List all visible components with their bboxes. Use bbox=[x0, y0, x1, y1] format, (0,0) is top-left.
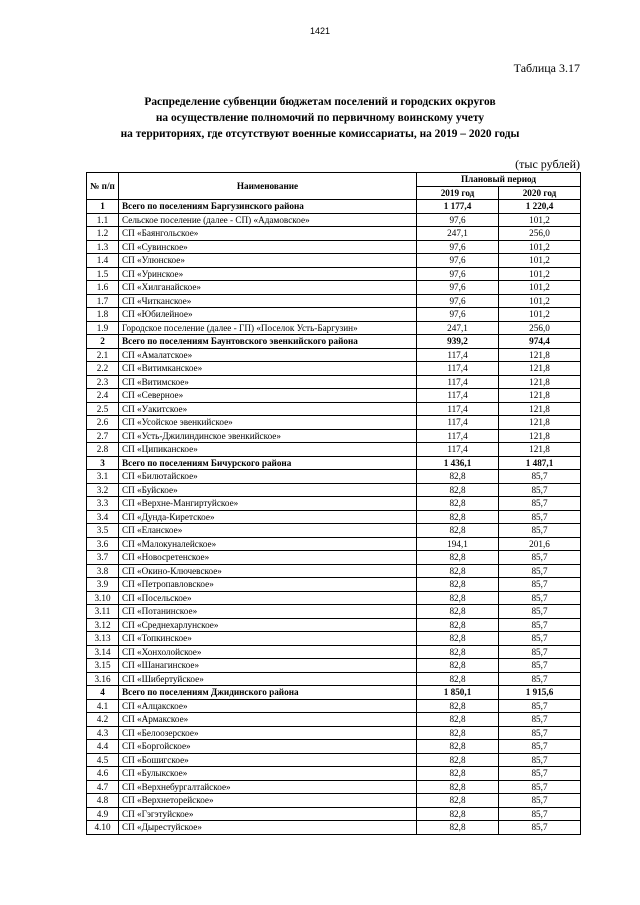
row-value-2020: 85,7 bbox=[499, 497, 581, 511]
row-value-2019: 1 850,1 bbox=[417, 686, 499, 700]
row-value-2020: 85,7 bbox=[499, 591, 581, 605]
row-name: СП «Шибертуйское» bbox=[119, 672, 417, 686]
row-value-2019: 117,4 bbox=[417, 429, 499, 443]
row-number: 3 bbox=[87, 456, 119, 470]
row-number: 2.4 bbox=[87, 389, 119, 403]
row-value-2019: 82,8 bbox=[417, 510, 499, 524]
row-value-2020: 85,7 bbox=[499, 578, 581, 592]
row-number: 1 bbox=[87, 200, 119, 214]
row-number: 1.9 bbox=[87, 321, 119, 335]
row-number: 4 bbox=[87, 686, 119, 700]
row-name: СП «Белоозерское» bbox=[119, 726, 417, 740]
row-number: 3.14 bbox=[87, 645, 119, 659]
table-row bbox=[87, 821, 581, 835]
row-number: 3.10 bbox=[87, 591, 119, 605]
title-line: на осуществление полномочий по первичному воинскому учету bbox=[155, 112, 485, 124]
row-value-2019: 97,6 bbox=[417, 267, 499, 281]
table-row bbox=[87, 375, 581, 389]
row-name: СП «Витимское» bbox=[119, 375, 417, 389]
table-body bbox=[87, 200, 581, 835]
row-value-2020: 85,7 bbox=[499, 672, 581, 686]
table-label: Таблица 3.17 bbox=[513, 61, 580, 75]
table-row bbox=[87, 807, 581, 821]
table-row bbox=[87, 645, 581, 659]
row-name: СП «Дунда-Киретское» bbox=[119, 510, 417, 524]
row-value-2019: 117,4 bbox=[417, 362, 499, 376]
row-name: СП «Буйское» bbox=[119, 483, 417, 497]
row-value-2020: 85,7 bbox=[499, 564, 581, 578]
table-total-row bbox=[87, 456, 581, 470]
row-number: 3.4 bbox=[87, 510, 119, 524]
row-value-2020: 85,7 bbox=[499, 713, 581, 727]
table-row bbox=[87, 281, 581, 295]
row-name: СП «Витимканское» bbox=[119, 362, 417, 376]
row-value-2020: 1 220,4 bbox=[499, 200, 581, 214]
row-value-2019: 82,8 bbox=[417, 659, 499, 673]
table-row bbox=[87, 294, 581, 308]
row-value-2019: 117,4 bbox=[417, 389, 499, 403]
table-total-row bbox=[87, 335, 581, 349]
row-number: 3.16 bbox=[87, 672, 119, 686]
row-number: 3.3 bbox=[87, 497, 119, 511]
row-value-2019: 82,8 bbox=[417, 605, 499, 619]
row-value-2019: 97,6 bbox=[417, 294, 499, 308]
row-value-2019: 117,4 bbox=[417, 402, 499, 416]
row-value-2020: 121,8 bbox=[499, 429, 581, 443]
table-row bbox=[87, 497, 581, 511]
row-number: 4.3 bbox=[87, 726, 119, 740]
row-number: 3.9 bbox=[87, 578, 119, 592]
row-name: СП «Усть-Джилиндинское эвенкийское» bbox=[119, 429, 417, 443]
row-name: СП «Еланское» bbox=[119, 524, 417, 538]
row-number: 3.1 bbox=[87, 470, 119, 484]
table-row bbox=[87, 429, 581, 443]
table-total-row bbox=[87, 200, 581, 214]
row-name: СП «Хонхолойское» bbox=[119, 645, 417, 659]
row-number: 4.10 bbox=[87, 821, 119, 835]
row-value-2020: 85,7 bbox=[499, 470, 581, 484]
row-value-2020: 974,4 bbox=[499, 335, 581, 349]
row-value-2020: 121,8 bbox=[499, 416, 581, 430]
table-row bbox=[87, 483, 581, 497]
row-value-2019: 82,8 bbox=[417, 497, 499, 511]
row-name: СП «Сувинское» bbox=[119, 240, 417, 254]
row-number: 1.5 bbox=[87, 267, 119, 281]
row-value-2020: 101,2 bbox=[499, 213, 581, 227]
table-row bbox=[87, 726, 581, 740]
row-name: Сельское поселение (далее - СП) «Адамовское» bbox=[119, 213, 417, 227]
row-name: Всего по поселениям Бичурского района bbox=[119, 456, 417, 470]
row-name: СП «Усойское эвенкийское» bbox=[119, 416, 417, 430]
table-row bbox=[87, 740, 581, 754]
row-value-2019: 82,8 bbox=[417, 713, 499, 727]
units-label: (тыс рублей) bbox=[515, 157, 580, 171]
table-total-row bbox=[87, 686, 581, 700]
row-value-2019: 82,8 bbox=[417, 578, 499, 592]
row-number: 2.2 bbox=[87, 362, 119, 376]
row-value-2019: 247,1 bbox=[417, 321, 499, 335]
row-name: СП «Хилганайское» bbox=[119, 281, 417, 295]
row-value-2019: 82,8 bbox=[417, 807, 499, 821]
row-value-2020: 101,2 bbox=[499, 308, 581, 322]
row-value-2019: 82,8 bbox=[417, 740, 499, 754]
row-name: СП «Бошигское» bbox=[119, 753, 417, 767]
table-row bbox=[87, 767, 581, 781]
row-name: СП «Билютайское» bbox=[119, 470, 417, 484]
row-value-2020: 121,8 bbox=[499, 402, 581, 416]
row-value-2020: 85,7 bbox=[499, 632, 581, 646]
row-number: 4.5 bbox=[87, 753, 119, 767]
row-value-2020: 85,7 bbox=[499, 767, 581, 781]
row-value-2020: 101,2 bbox=[499, 281, 581, 295]
row-value-2019: 1 177,4 bbox=[417, 200, 499, 214]
row-value-2019: 82,8 bbox=[417, 794, 499, 808]
header-period: Плановый период bbox=[417, 173, 581, 187]
row-number: 1.6 bbox=[87, 281, 119, 295]
table-row bbox=[87, 672, 581, 686]
row-name: СП «Потанинское» bbox=[119, 605, 417, 619]
row-name: СП «Окино-Ключевское» bbox=[119, 564, 417, 578]
row-name: СП «Топкинское» bbox=[119, 632, 417, 646]
table-row bbox=[87, 470, 581, 484]
row-value-2019: 97,6 bbox=[417, 240, 499, 254]
row-value-2020: 85,7 bbox=[499, 699, 581, 713]
row-name: СП «Армакское» bbox=[119, 713, 417, 727]
row-number: 3.13 bbox=[87, 632, 119, 646]
row-value-2020: 85,7 bbox=[499, 780, 581, 794]
row-name: Всего по поселениям Джидинского района bbox=[119, 686, 417, 700]
row-number: 2.3 bbox=[87, 375, 119, 389]
row-number: 2.1 bbox=[87, 348, 119, 362]
row-value-2020: 121,8 bbox=[499, 375, 581, 389]
table-row bbox=[87, 618, 581, 632]
row-name: СП «Уакитское» bbox=[119, 402, 417, 416]
row-value-2019: 247,1 bbox=[417, 227, 499, 241]
row-value-2020: 85,7 bbox=[499, 510, 581, 524]
row-name: СП «Амалатское» bbox=[119, 348, 417, 362]
row-name: СП «Читканское» bbox=[119, 294, 417, 308]
row-number: 2.6 bbox=[87, 416, 119, 430]
row-number: 4.7 bbox=[87, 780, 119, 794]
row-value-2020: 121,8 bbox=[499, 362, 581, 376]
row-name: СП «Ципиканское» bbox=[119, 443, 417, 457]
row-value-2019: 117,4 bbox=[417, 443, 499, 457]
table-row bbox=[87, 605, 581, 619]
table-row bbox=[87, 564, 581, 578]
row-value-2020: 121,8 bbox=[499, 389, 581, 403]
row-name: СП «Петропавловское» bbox=[119, 578, 417, 592]
row-name: СП «Дырестуйское» bbox=[119, 821, 417, 835]
table-row bbox=[87, 213, 581, 227]
row-value-2019: 82,8 bbox=[417, 470, 499, 484]
row-value-2019: 117,4 bbox=[417, 375, 499, 389]
row-value-2019: 82,8 bbox=[417, 524, 499, 538]
table-row bbox=[87, 321, 581, 335]
row-value-2020: 121,8 bbox=[499, 443, 581, 457]
table-row bbox=[87, 308, 581, 322]
row-value-2020: 85,7 bbox=[499, 821, 581, 835]
table-row bbox=[87, 753, 581, 767]
row-value-2020: 101,2 bbox=[499, 294, 581, 308]
row-number: 2.7 bbox=[87, 429, 119, 443]
row-name: СП «Посельское» bbox=[119, 591, 417, 605]
subsidy-table bbox=[86, 172, 581, 835]
row-value-2020: 85,7 bbox=[499, 807, 581, 821]
row-value-2019: 97,6 bbox=[417, 213, 499, 227]
table-row bbox=[87, 524, 581, 538]
row-value-2020: 101,2 bbox=[499, 240, 581, 254]
row-value-2019: 82,8 bbox=[417, 645, 499, 659]
row-number: 3.8 bbox=[87, 564, 119, 578]
row-value-2019: 82,8 bbox=[417, 591, 499, 605]
row-value-2020: 85,7 bbox=[499, 483, 581, 497]
table-row bbox=[87, 699, 581, 713]
row-value-2019: 117,4 bbox=[417, 416, 499, 430]
table-row bbox=[87, 362, 581, 376]
row-value-2020: 201,6 bbox=[499, 537, 581, 551]
row-number: 2.5 bbox=[87, 402, 119, 416]
row-value-2020: 256,0 bbox=[499, 321, 581, 335]
row-name: СП «Среднехарлунское» bbox=[119, 618, 417, 632]
table-row bbox=[87, 780, 581, 794]
row-value-2019: 194,1 bbox=[417, 537, 499, 551]
row-name: СП «Булыкское» bbox=[119, 767, 417, 781]
row-number: 1.1 bbox=[87, 213, 119, 227]
table-row bbox=[87, 254, 581, 268]
row-name: СП «Алцакское» bbox=[119, 699, 417, 713]
title-line: Распределение субвенции бюджетам поселений и городских округов bbox=[144, 96, 496, 108]
row-value-2019: 82,8 bbox=[417, 699, 499, 713]
row-value-2019: 97,6 bbox=[417, 308, 499, 322]
header-year-2020: 2020 год bbox=[499, 186, 581, 200]
row-name: СП «Верхнебургалтайское» bbox=[119, 780, 417, 794]
row-number: 3.12 bbox=[87, 618, 119, 632]
table-row bbox=[87, 267, 581, 281]
row-number: 1.7 bbox=[87, 294, 119, 308]
table-row bbox=[87, 632, 581, 646]
row-value-2020: 121,8 bbox=[499, 348, 581, 362]
row-name: СП «Уринское» bbox=[119, 267, 417, 281]
row-value-2019: 82,8 bbox=[417, 564, 499, 578]
row-number: 3.2 bbox=[87, 483, 119, 497]
row-value-2019: 82,8 bbox=[417, 618, 499, 632]
table-row bbox=[87, 443, 581, 457]
title-line: на территориях, где отсутствуют военные комиссариаты, на 2019 – 2020 годы bbox=[120, 128, 520, 140]
row-name: Всего по поселениям Баргузинского района bbox=[119, 200, 417, 214]
row-number: 2 bbox=[87, 335, 119, 349]
row-number: 3.6 bbox=[87, 537, 119, 551]
row-value-2020: 85,7 bbox=[499, 794, 581, 808]
row-number: 1.8 bbox=[87, 308, 119, 322]
row-value-2020: 85,7 bbox=[499, 645, 581, 659]
row-value-2020: 85,7 bbox=[499, 659, 581, 673]
table-row bbox=[87, 713, 581, 727]
row-name: СП «Северное» bbox=[119, 389, 417, 403]
row-value-2020: 1 487,1 bbox=[499, 456, 581, 470]
table-row bbox=[87, 510, 581, 524]
row-value-2020: 85,7 bbox=[499, 551, 581, 565]
row-value-2020: 85,7 bbox=[499, 618, 581, 632]
row-number: 4.1 bbox=[87, 699, 119, 713]
row-value-2019: 82,8 bbox=[417, 551, 499, 565]
row-value-2020: 256,0 bbox=[499, 227, 581, 241]
row-value-2019: 97,6 bbox=[417, 281, 499, 295]
table-row bbox=[87, 551, 581, 565]
table-row bbox=[87, 227, 581, 241]
row-value-2020: 85,7 bbox=[499, 740, 581, 754]
row-name: СП «Малокуналейское» bbox=[119, 537, 417, 551]
row-name: СП «Боргойское» bbox=[119, 740, 417, 754]
row-value-2019: 82,8 bbox=[417, 767, 499, 781]
table-row bbox=[87, 402, 581, 416]
row-number: 3.15 bbox=[87, 659, 119, 673]
table-row bbox=[87, 591, 581, 605]
row-name: СП «Улюнское» bbox=[119, 254, 417, 268]
table-row bbox=[87, 578, 581, 592]
row-value-2020: 85,7 bbox=[499, 726, 581, 740]
row-name: СП «Верхне-Мангиртуйское» bbox=[119, 497, 417, 511]
row-number: 2.8 bbox=[87, 443, 119, 457]
header-num: № п/п bbox=[87, 173, 119, 200]
row-number: 1.4 bbox=[87, 254, 119, 268]
row-name: СП «Шанагинское» bbox=[119, 659, 417, 673]
table-row bbox=[87, 348, 581, 362]
row-name: Городское поселение (далее - ГП) «Поселок Усть-Баргузин» bbox=[119, 321, 417, 335]
row-name: СП «Гэгэтуйское» bbox=[119, 807, 417, 821]
row-number: 4.2 bbox=[87, 713, 119, 727]
row-value-2019: 939,2 bbox=[417, 335, 499, 349]
table-row bbox=[87, 389, 581, 403]
row-value-2019: 82,8 bbox=[417, 821, 499, 835]
table-row bbox=[87, 659, 581, 673]
row-number: 4.4 bbox=[87, 740, 119, 754]
row-value-2020: 85,7 bbox=[499, 524, 581, 538]
row-value-2019: 82,8 bbox=[417, 672, 499, 686]
row-number: 4.8 bbox=[87, 794, 119, 808]
row-value-2020: 85,7 bbox=[499, 753, 581, 767]
row-number: 3.5 bbox=[87, 524, 119, 538]
row-value-2020: 1 915,6 bbox=[499, 686, 581, 700]
row-value-2020: 101,2 bbox=[499, 267, 581, 281]
row-value-2019: 117,4 bbox=[417, 348, 499, 362]
document-title bbox=[60, 94, 580, 142]
row-number: 1.3 bbox=[87, 240, 119, 254]
row-value-2020: 85,7 bbox=[499, 605, 581, 619]
row-name: СП «Верхнеторейское» bbox=[119, 794, 417, 808]
table-row bbox=[87, 537, 581, 551]
row-value-2019: 1 436,1 bbox=[417, 456, 499, 470]
table-row bbox=[87, 416, 581, 430]
header-name: Наименование bbox=[119, 173, 417, 200]
row-number: 3.11 bbox=[87, 605, 119, 619]
header-year-2019: 2019 год bbox=[417, 186, 499, 200]
row-name: СП «Юбилейное» bbox=[119, 308, 417, 322]
row-value-2020: 101,2 bbox=[499, 254, 581, 268]
row-value-2019: 82,8 bbox=[417, 632, 499, 646]
row-value-2019: 82,8 bbox=[417, 780, 499, 794]
row-number: 3.7 bbox=[87, 551, 119, 565]
row-name: СП «Баянгольское» bbox=[119, 227, 417, 241]
table-header bbox=[87, 173, 581, 200]
row-number: 4.9 bbox=[87, 807, 119, 821]
row-name: СП «Новосретенское» bbox=[119, 551, 417, 565]
table-row bbox=[87, 794, 581, 808]
page-number: 1421 bbox=[309, 26, 331, 36]
row-name: Всего по поселениям Баунтовского эвенкийского района bbox=[119, 335, 417, 349]
table-row bbox=[87, 240, 581, 254]
row-value-2019: 82,8 bbox=[417, 753, 499, 767]
row-number: 4.6 bbox=[87, 767, 119, 781]
row-value-2019: 82,8 bbox=[417, 726, 499, 740]
row-number: 1.2 bbox=[87, 227, 119, 241]
row-value-2019: 82,8 bbox=[417, 483, 499, 497]
row-value-2019: 97,6 bbox=[417, 254, 499, 268]
